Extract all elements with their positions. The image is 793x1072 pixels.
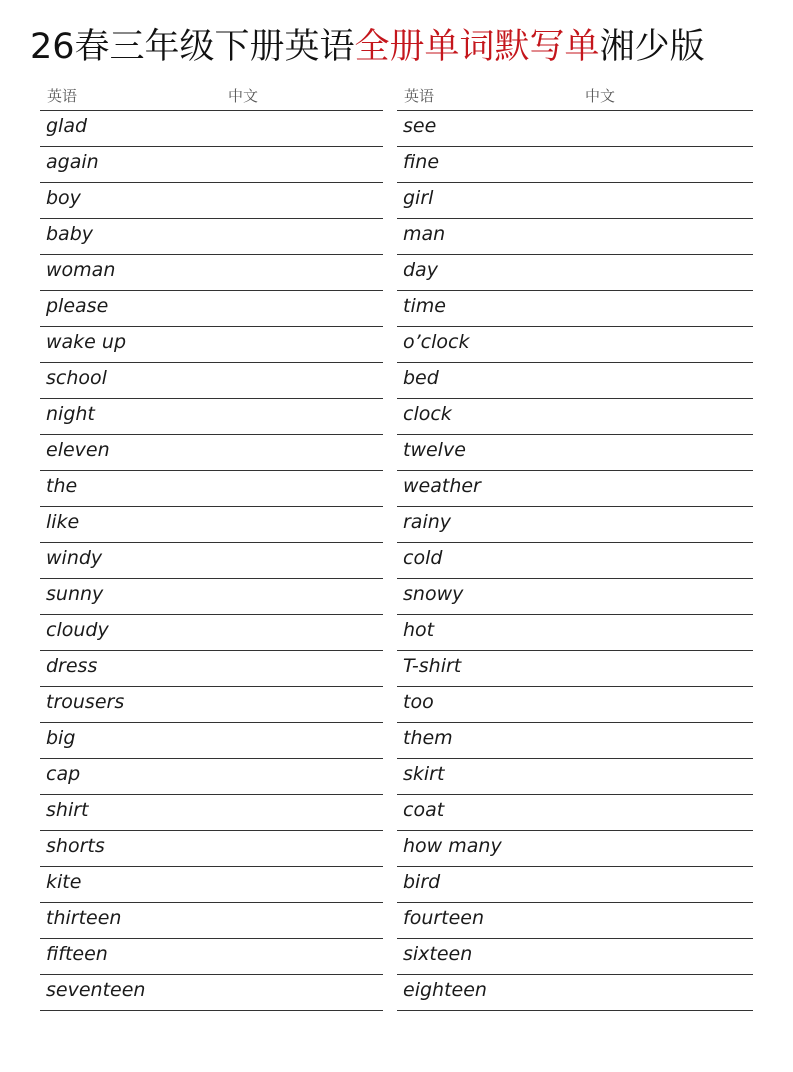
- chinese-answer-blank[interactable]: [228, 327, 383, 362]
- english-word: please: [46, 295, 109, 317]
- right-word-row: [397, 291, 753, 327]
- chinese-answer-blank[interactable]: [228, 543, 383, 578]
- chinese-answer-blank[interactable]: [585, 723, 753, 758]
- english-word: like: [46, 511, 80, 533]
- right-word-row: [397, 795, 753, 831]
- english-word: clock: [403, 403, 452, 425]
- english-word: skirt: [403, 763, 445, 785]
- left-word-row: [40, 975, 383, 1011]
- right-word-row: [397, 543, 753, 579]
- left-word-row: [40, 147, 383, 183]
- english-word: weather: [403, 475, 481, 497]
- english-word: snowy: [403, 583, 464, 605]
- left-header-chinese: 中文: [228, 87, 259, 105]
- right-word-row: [397, 831, 753, 867]
- left-word-row: [40, 183, 383, 219]
- chinese-answer-blank[interactable]: [585, 111, 753, 146]
- english-word: sixteen: [403, 943, 473, 965]
- english-word: see: [403, 115, 437, 137]
- chinese-answer-blank[interactable]: [585, 579, 753, 614]
- english-word: kite: [46, 871, 82, 893]
- english-word: night: [46, 403, 95, 425]
- right-word-row: [397, 255, 753, 291]
- chinese-answer-blank[interactable]: [585, 147, 753, 182]
- english-word: eighteen: [403, 979, 487, 1001]
- left-word-row: [40, 219, 383, 255]
- left-word-row: [40, 795, 383, 831]
- right-word-row: [397, 327, 753, 363]
- right-word-row: [397, 903, 753, 939]
- chinese-answer-blank[interactable]: [585, 975, 753, 1010]
- right-word-row: [397, 183, 753, 219]
- left-word-row: [40, 867, 383, 903]
- chinese-answer-blank[interactable]: [228, 579, 383, 614]
- right-word-row: [397, 399, 753, 435]
- left-word-row: [40, 903, 383, 939]
- english-word: school: [46, 367, 107, 389]
- right-word-row: [397, 651, 753, 687]
- english-word: coat: [403, 799, 445, 821]
- right-word-row: [397, 687, 753, 723]
- chinese-answer-blank[interactable]: [585, 867, 753, 902]
- chinese-answer-blank[interactable]: [585, 903, 753, 938]
- chinese-answer-blank[interactable]: [228, 183, 383, 218]
- left-word-row: [40, 471, 383, 507]
- chinese-answer-blank[interactable]: [585, 615, 753, 650]
- left-word-row: [40, 435, 383, 471]
- english-word: boy: [46, 187, 81, 209]
- left-word-row: [40, 759, 383, 795]
- chinese-answer-blank[interactable]: [585, 183, 753, 218]
- english-word: seventeen: [46, 979, 146, 1001]
- chinese-answer-blank[interactable]: [585, 219, 753, 254]
- english-word: baby: [46, 223, 94, 245]
- page-title: [30, 22, 705, 72]
- english-word: glad: [46, 115, 88, 137]
- title-prefix: 26春三年级下册英语: [30, 27, 355, 67]
- left-word-column: [40, 80, 383, 1011]
- right-word-row: [397, 615, 753, 651]
- left-word-row: [40, 579, 383, 615]
- left-word-row: [40, 723, 383, 759]
- left-word-row: [40, 939, 383, 975]
- chinese-answer-blank[interactable]: [228, 687, 383, 722]
- english-word: sunny: [46, 583, 104, 605]
- chinese-answer-blank[interactable]: [585, 471, 753, 506]
- left-word-row: [40, 687, 383, 723]
- english-word: bird: [403, 871, 441, 893]
- chinese-answer-blank[interactable]: [228, 903, 383, 938]
- english-word: them: [403, 727, 453, 749]
- english-word: time: [403, 295, 446, 317]
- english-word: shirt: [46, 799, 89, 821]
- right-word-row: [397, 975, 753, 1011]
- right-word-row: [397, 867, 753, 903]
- right-word-row: [397, 111, 753, 147]
- chinese-answer-blank[interactable]: [585, 507, 753, 542]
- left-word-row: [40, 507, 383, 543]
- chinese-answer-blank[interactable]: [228, 651, 383, 686]
- english-word: cold: [403, 547, 443, 569]
- english-word: twelve: [403, 439, 466, 461]
- english-word: cloudy: [46, 619, 109, 641]
- english-word: cap: [46, 763, 81, 785]
- chinese-answer-blank[interactable]: [228, 975, 383, 1010]
- chinese-answer-blank[interactable]: [228, 435, 383, 470]
- chinese-answer-blank[interactable]: [585, 759, 753, 794]
- chinese-answer-blank[interactable]: [228, 363, 383, 398]
- right-header-chinese: 中文: [585, 87, 616, 105]
- left-word-row: [40, 615, 383, 651]
- chinese-answer-blank[interactable]: [228, 255, 383, 290]
- left-word-row: [40, 111, 383, 147]
- right-word-row: [397, 147, 753, 183]
- left-word-row: [40, 327, 383, 363]
- chinese-answer-blank[interactable]: [228, 111, 383, 146]
- chinese-answer-blank[interactable]: [228, 939, 383, 974]
- right-word-row: [397, 939, 753, 975]
- chinese-answer-blank[interactable]: [228, 147, 383, 182]
- english-word: fine: [403, 151, 440, 173]
- english-word: T-shirt: [403, 655, 462, 677]
- english-word: big: [46, 727, 76, 749]
- title-highlight: 全册单词默写单: [354, 27, 600, 67]
- english-word: too: [403, 691, 434, 713]
- english-word: fourteen: [403, 907, 485, 929]
- chinese-answer-blank[interactable]: [585, 543, 753, 578]
- chinese-answer-blank[interactable]: [585, 687, 753, 722]
- english-word: shorts: [46, 835, 105, 857]
- english-word: rainy: [403, 511, 452, 533]
- right-word-list: [397, 111, 753, 1011]
- left-column-header: [40, 80, 383, 111]
- chinese-answer-blank[interactable]: [228, 291, 383, 326]
- chinese-answer-blank[interactable]: [585, 291, 753, 326]
- right-word-row: [397, 435, 753, 471]
- left-word-row: [40, 363, 383, 399]
- chinese-answer-blank[interactable]: [585, 327, 753, 362]
- right-word-row: [397, 723, 753, 759]
- chinese-answer-blank[interactable]: [585, 795, 753, 830]
- english-word: hot: [403, 619, 435, 641]
- english-word: eleven: [46, 439, 110, 461]
- left-word-row: [40, 255, 383, 291]
- left-header-english: 英语: [47, 87, 78, 105]
- chinese-answer-blank[interactable]: [585, 939, 753, 974]
- right-word-column: [397, 80, 753, 1011]
- english-word: windy: [46, 547, 103, 569]
- english-word: day: [403, 259, 438, 281]
- left-word-row: [40, 399, 383, 435]
- title-suffix: 湘少版: [599, 27, 705, 67]
- english-word: girl: [403, 187, 434, 209]
- right-word-row: [397, 363, 753, 399]
- english-word: thirteen: [46, 907, 122, 929]
- right-word-row: [397, 507, 753, 543]
- chinese-answer-blank[interactable]: [228, 219, 383, 254]
- english-word: man: [403, 223, 446, 245]
- right-word-row: [397, 579, 753, 615]
- chinese-answer-blank[interactable]: [585, 651, 753, 686]
- chinese-answer-blank[interactable]: [228, 615, 383, 650]
- right-column-header: [397, 80, 753, 111]
- chinese-answer-blank[interactable]: [585, 399, 753, 434]
- right-word-row: [397, 471, 753, 507]
- english-word: o’clock: [403, 331, 470, 353]
- left-word-row: [40, 543, 383, 579]
- chinese-answer-blank[interactable]: [228, 795, 383, 830]
- chinese-answer-blank[interactable]: [228, 399, 383, 434]
- chinese-answer-blank[interactable]: [228, 831, 383, 866]
- english-word: trousers: [46, 691, 125, 713]
- chinese-answer-blank[interactable]: [228, 471, 383, 506]
- chinese-answer-blank[interactable]: [585, 831, 753, 866]
- english-word: fifteen: [46, 943, 108, 965]
- english-word: dress: [46, 655, 98, 677]
- english-word: how many: [403, 835, 502, 857]
- chinese-answer-blank[interactable]: [585, 435, 753, 470]
- chinese-answer-blank[interactable]: [585, 255, 753, 290]
- right-header-english: 英语: [404, 87, 435, 105]
- chinese-answer-blank[interactable]: [585, 363, 753, 398]
- english-word: again: [46, 151, 99, 173]
- right-word-row: [397, 759, 753, 795]
- english-word: bed: [403, 367, 439, 389]
- english-word: woman: [46, 259, 116, 281]
- left-word-row: [40, 291, 383, 327]
- english-word: wake up: [46, 331, 127, 353]
- left-word-row: [40, 651, 383, 687]
- chinese-answer-blank[interactable]: [228, 759, 383, 794]
- chinese-answer-blank[interactable]: [228, 507, 383, 542]
- left-word-list: [40, 111, 383, 1011]
- english-word: the: [46, 475, 78, 497]
- left-word-row: [40, 831, 383, 867]
- right-word-row: [397, 219, 753, 255]
- chinese-answer-blank[interactable]: [228, 723, 383, 758]
- chinese-answer-blank[interactable]: [228, 867, 383, 902]
